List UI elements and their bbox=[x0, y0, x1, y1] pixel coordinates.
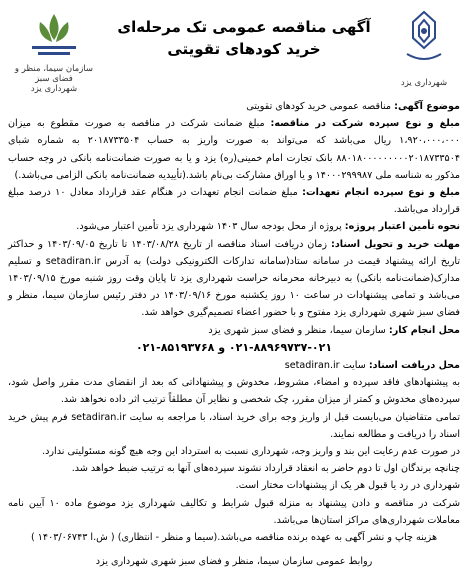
yazd-logo-icon bbox=[397, 8, 451, 74]
note-item: شهرداری در رد یا قبول هر یک از پیشنهادات مختار است. bbox=[235, 480, 460, 492]
landscape-organization-logo bbox=[14, 10, 94, 96]
docs-label: محل دریافت اسناد: bbox=[368, 360, 460, 372]
note-item: هزینه چاپ و نشر آگهی به عهده برنده مناقصه می‌باشد.(سیما و منظر - انتظاری) ( ش.ا ۱۴۰۳/۰۶۷۴۳ ) bbox=[30, 532, 438, 544]
note-item: شرکت در مناقصه و دادن پیشنهاد به منزله قبول شرایط و تکالیف شهرداری یزد موضوع ماده ۱۰ آیین نامه معاملات شهرداری‌های مراکز استان‌ها می‌باشد. bbox=[8, 497, 460, 526]
deadline-label: مهلت خرید و تحویل اسناد: bbox=[330, 238, 460, 250]
credit-row bbox=[8, 218, 460, 235]
note-item: تمامی متقاضیان می‌بایست قبل از واریز وجه برای خرید اسناد، با مراجعه به سایت setadiran.ir فرم پیش خرید اسناد را دریافت و مطالعه نمایند. bbox=[8, 411, 461, 440]
notice-header bbox=[8, 6, 460, 98]
location-label: محل انجام کار: bbox=[388, 324, 460, 336]
organization-logo-icon bbox=[18, 10, 90, 60]
subject-label: موضوع آگهی: bbox=[394, 101, 460, 112]
credit-text: پروژه از محل بودجه سال ۱۴۰۳ شهرداری یزد تأمین اعتبار می‌شود. bbox=[76, 221, 342, 233]
logo-right-caption: شهرداری یزد bbox=[400, 78, 448, 88]
phone-numbers: ۰۲۱-۸۸۹۶۹۷۳۷-۰۲۱ و ۸۵۱۹۳۷۶۸-۰۲۱ bbox=[135, 340, 333, 354]
notice-subtitle: خرید کودهای تقویتی bbox=[167, 40, 321, 58]
title-block bbox=[98, 16, 390, 58]
deadline-row bbox=[8, 236, 460, 322]
subject-row bbox=[8, 98, 460, 115]
performance-label: مبلغ و نوع سپرده انجام تعهدات: bbox=[302, 187, 460, 199]
note-item: چنانچه برندگان اول تا دوم حاضر به انعقاد قرارداد نشوند سپرده‌های آنها به ترتیب ضبط خواهد شد. bbox=[71, 463, 460, 475]
phone-row bbox=[8, 339, 460, 357]
performance-row bbox=[8, 184, 460, 218]
logo-left-caption-line2: شهرداری یزد bbox=[30, 84, 78, 94]
guarantee-text: مبلغ ضمانت شرکت در مناقصه به صورت مقطوع به میزان ۱،۹۲۰،۰۰۰،۰۰۰ ریال می‌باشد که می‌تواند به صورت واریز به حساب ۲۰۱۸۷۳۳۵۰۴ به شماره شبای ۸۸۰۱۸۰۰۰۰۰۰۰۰۰۲۰۱۸۷۳۳۵۰۴ بانک تجارت امام خمینی(ره) یزد و یا به صورت ضمانت‌نامه بانکی در وجه حساب مذکور به شناسه ملی ۱۴۰۰۰۲۹۹۹۸۷ و یا اوراق مشارکت بی‌نام باشد.(تأییدیه ضمانت‌نامه بانکی الزامی می‌باشد.) bbox=[8, 118, 460, 181]
docs-row bbox=[8, 357, 460, 374]
credit-label: نحوه تأمین اعتبار پروژه: bbox=[344, 221, 460, 233]
location-text: سازمان سیما، منظر و فضای سبز شهری یزد bbox=[208, 324, 386, 336]
guarantee-row bbox=[8, 115, 460, 184]
notice-title: آگهی مناقصه عمومی تک مرحله‌ای bbox=[117, 18, 371, 36]
notice-body bbox=[8, 98, 460, 546]
logo-left-caption-line1: سازمان سیما، منظر و فضای سبز bbox=[14, 64, 94, 84]
deadline-text: زمان دریافت اسناد مناقصه از تاریخ ۱۴۰۳/۰۸/۲۸ تا تاریخ ۱۴۰۳/۰۹/۰۵ و حداکثر تاریخ ارائه پیشنهاد قیمت در سامانه ستاد(سامانه تدارکات الکترونیکی دولت) به آدرس setadiran.ir و تسلیم مدارک(ضمانت‌نامه بانکی) به دبیرخانه محرمانه حراست شهرداری یزد تا پایان وقت روز شنبه مورخ ۱۴۰۳/۰۹/۱۵ می‌باشد و تمامی پیشنهادات در ساعت ۱۰ روز یکشنبه مورخ ۱۴۰۳/۰۹/۱۶ در دفتر رئیس سازمان سیما، منظر و فضای سبز شهری شهرداری یزد مفتوح و با حضور اعضاء تصمیم‌گیری خواهد شد. bbox=[8, 238, 461, 319]
guarantee-label: مبلغ و نوع سپرده شرکت در مناقصه: bbox=[270, 118, 460, 130]
performance-text: مبلغ ضمانت انجام تعهدات در هنگام عقد قرارداد معادل ۱۰ درصد مبلغ قرارداد می‌باشد. bbox=[8, 187, 460, 216]
note-item: در صورت عدم رعایت این بند و واریز وجه، شهرداری نسبت به استرداد این وجه هیچ گونه مسئولیتی ندارد. bbox=[42, 446, 460, 458]
docs-text: سایت setadiran.ir bbox=[284, 360, 366, 372]
public-relations-footer: روابط عمومی سازمان سیما، منظر و فضای سبز شهری شهرداری یزد bbox=[95, 556, 373, 568]
subject-text: مناقصه عمومی خرید کودهای تقویتی bbox=[246, 101, 392, 112]
yazd-municipality-logo bbox=[394, 8, 454, 96]
location-row bbox=[8, 322, 460, 339]
note-item: به پیشنهادهای فاقد سپرده و امضاء، مشروط، مخدوش و پیشنهاداتی که بعد از انقضای مدت مقرر واصل شود، سپرده‌های مخدوش و کمتر از میزان مقرر، چک شخصی و نظایر آن مطلقاً ترتیب اثر داده نخواهد شد. bbox=[8, 377, 460, 406]
